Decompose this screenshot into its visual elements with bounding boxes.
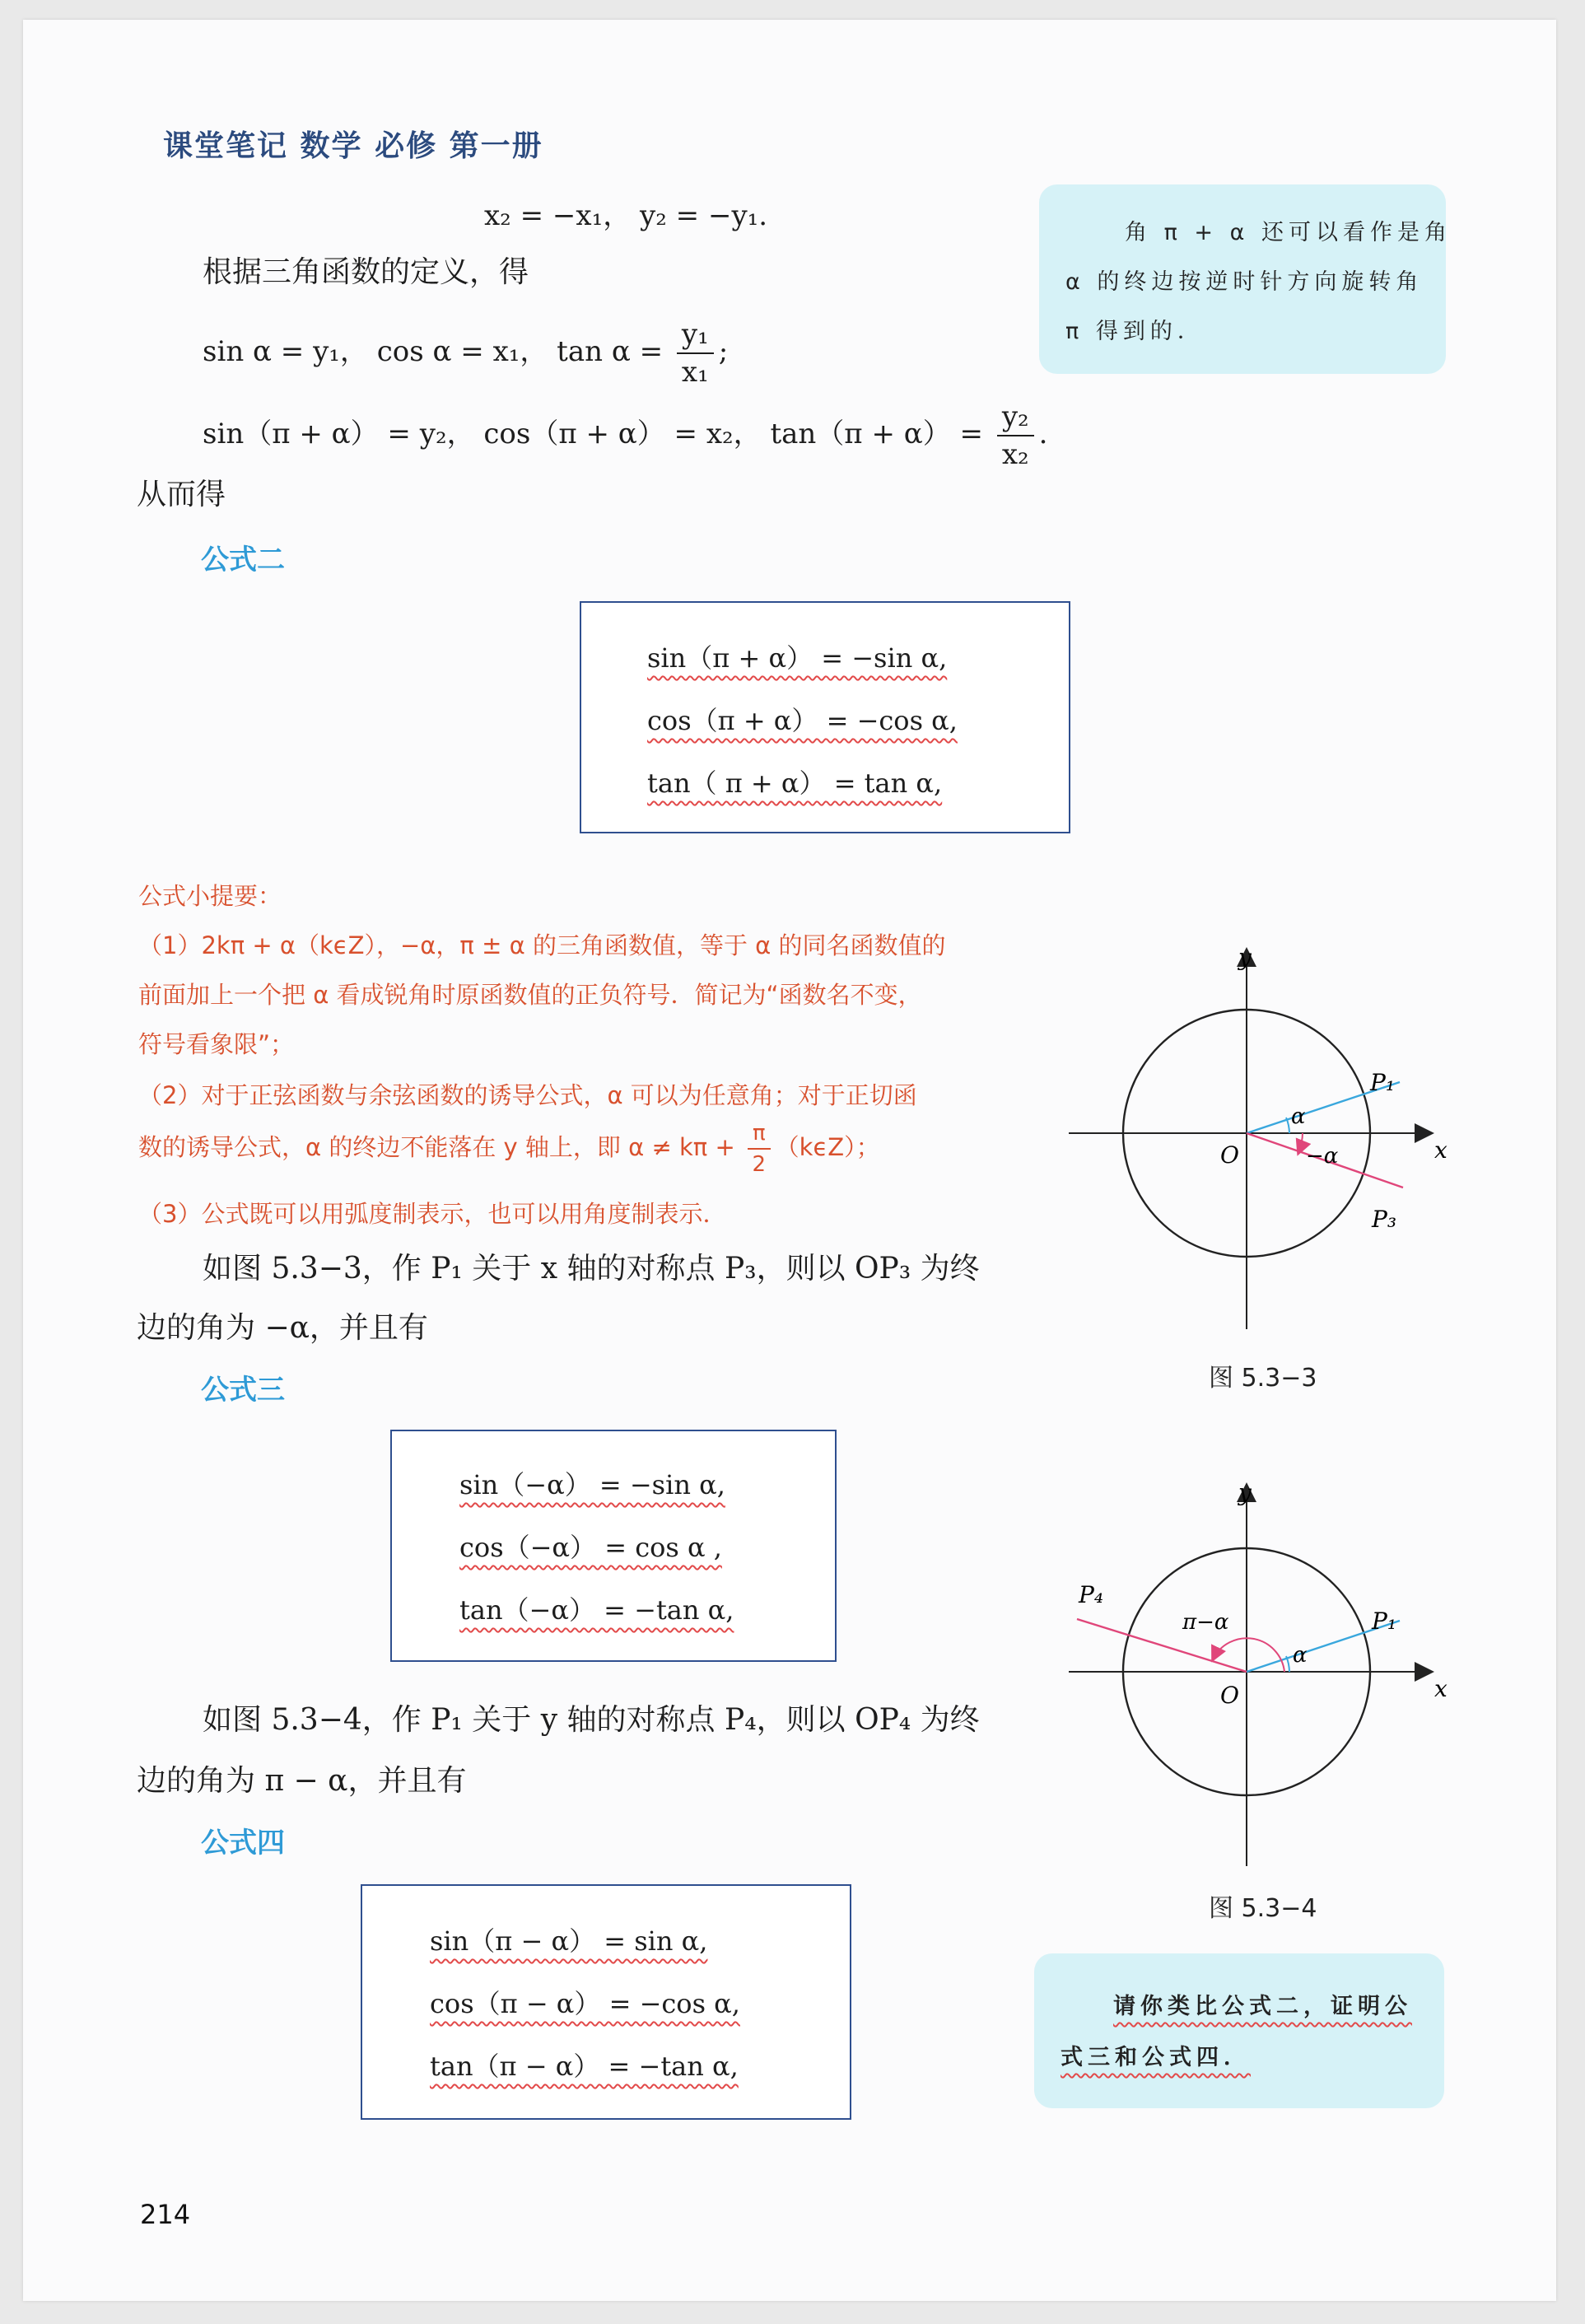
side-note-1-line-2: α 的终边按逆时针方向旋转角 [1065, 269, 1424, 295]
fig4-label-pi-minus-alpha: π−α [1182, 1610, 1229, 1635]
side-note-1 [1039, 184, 1452, 374]
formula3-line-2: cos（−α） = cos α , [459, 1532, 722, 1563]
fig3-label-x: x [1434, 1136, 1447, 1164]
side-note-1-line-1: 角 π + α 还可以看作是角 [1125, 220, 1452, 245]
fig4-label-p1: P₁ [1372, 1608, 1397, 1635]
formula4-line-1: sin（π − α） = sin α, [430, 1925, 708, 1957]
fig3-label-y: y [1238, 944, 1252, 971]
para4-line-2: 边的角为 π − α，并且有 [137, 1764, 467, 1798]
tips-line-5-a: 数的诱导公式，α 的终边不能落在 y 轴上，即 α ≠ kπ + [138, 1133, 743, 1161]
formula4-line-2: cos（π − α） = −cos α, [430, 1988, 740, 2019]
tips-line-4: （2）对于正弦函数与余弦函数的诱导公式，α 可以为任意角；对于正切函 [138, 1081, 917, 1109]
tips-fraction-den: 2 [752, 1152, 767, 1177]
fig4-label-alpha: α [1293, 1643, 1308, 1668]
figure-5-3-3 [1044, 926, 1472, 1354]
fig3-label-p1: P₁ [1370, 1069, 1396, 1096]
tips-line-5 [138, 1118, 880, 1179]
formula4-line-3: tan（π − α） = −tan α, [430, 2051, 739, 2082]
fig3-label-p3: P₃ [1372, 1206, 1397, 1233]
side-note-2 [1034, 1953, 1444, 2108]
formula4-box [361, 1884, 851, 2120]
para4-line-1: 如图 5.3−4，作 P₁ 关于 y 轴的对称点 P₄，则以 OP₄ 为终 [203, 1703, 980, 1737]
fig3-label-alpha: α [1291, 1104, 1306, 1129]
fig3-label-neg-alpha: −α [1306, 1144, 1339, 1169]
fig4-arc-pi-minus-alpha [1213, 1638, 1284, 1672]
tips-fraction-num: π [748, 1118, 771, 1150]
fig3-label-o: O [1220, 1141, 1239, 1169]
eq-row2-end: . [1038, 418, 1048, 450]
tips-fraction [748, 1118, 771, 1179]
fig3-caption: 图 5.3−3 [1209, 1364, 1317, 1393]
tips-line-6: （3）公式既可以用弧度制表示，也可以用角度制表示． [138, 1200, 727, 1228]
eq-row2-fraction [997, 399, 1034, 473]
page-header: 课堂笔记 数学 必修 第一册 [163, 129, 543, 163]
fig4-label-x: x [1434, 1675, 1447, 1702]
para3-line-1: 如图 5.3−3，作 P₁ 关于 x 轴的对称点 P₃，则以 OP₃ 为终 [203, 1252, 980, 1286]
fig3-arc-neg-alpha [1298, 1133, 1303, 1153]
side-note-1-line-3: π 得到的． [1065, 319, 1205, 344]
side-note-2-line-1: 请你类比公式二，证明公 [1113, 1994, 1412, 2019]
tips-line-5-b: （kϵZ）； [775, 1133, 880, 1161]
eq-row1 [203, 316, 728, 390]
tips-line-3: 符号看象限”； [138, 1030, 295, 1058]
eq-row1-num: y₁ [677, 316, 714, 354]
formula3-line-3: tan（−α） = −tan α, [459, 1594, 734, 1626]
figure-5-3-4 [1044, 1463, 1472, 1891]
textbook-page [23, 20, 1556, 2301]
tips-title: 公式小提要： [138, 882, 282, 910]
formula2-box [580, 601, 1070, 833]
formula2-line-3: tan（ π + α） = tan α, [647, 768, 943, 799]
fig4-label-p4: P₄ [1079, 1581, 1104, 1608]
tips-line-2: 前面加上一个把 α 看成锐角时原函数值的正负符号．简记为“函数名不变， [138, 981, 922, 1009]
fig4-caption: 图 5.3−4 [1209, 1894, 1317, 1923]
formula2-line-1: sin（π + α） = −sin α, [647, 642, 948, 674]
intro-line: 根据三角函数的定义，得 [203, 255, 529, 289]
eq-row2-left: sin（π + α） = y₂， cos（π + α） = x₂， tan（π + α） = [203, 418, 992, 450]
eq-xy: x₂ = −x₁， y₂ = −y₁. [484, 199, 768, 232]
fig4-label-y: y [1238, 1479, 1252, 1506]
formula3-box [390, 1430, 837, 1662]
formula2-line-2: cos（π + α） = −cos α, [647, 705, 958, 736]
formula3-heading: 公式三 [201, 1374, 285, 1407]
para3-line-2: 边的角为 −α，并且有 [137, 1311, 428, 1345]
thus-text: 从而得 [137, 478, 226, 511]
eq-row1-left: sin α = y₁， cos α = x₁， tan α = [203, 335, 672, 368]
page-number: 214 [140, 2199, 191, 2230]
formula4-heading: 公式四 [201, 1827, 285, 1860]
eq-row2 [203, 399, 1047, 473]
formula2-heading: 公式二 [201, 544, 285, 576]
fig4-label-o: O [1220, 1682, 1239, 1709]
eq-row2-num: y₂ [997, 399, 1034, 436]
eq-row1-end: ; [718, 335, 729, 368]
formula3-line-1: sin（−α） = −sin α, [459, 1469, 725, 1500]
eq-row1-den: x₁ [681, 356, 709, 389]
side-note-2-line-2: 式三和公式四． [1061, 2045, 1251, 2070]
eq-row1-fraction [677, 316, 714, 390]
tips-line-1: （1）2kπ + α（kϵZ），−α，π ± α 的三角函数值，等于 α 的同名函数值的 [138, 931, 946, 959]
eq-row2-den: x₂ [1001, 438, 1029, 471]
